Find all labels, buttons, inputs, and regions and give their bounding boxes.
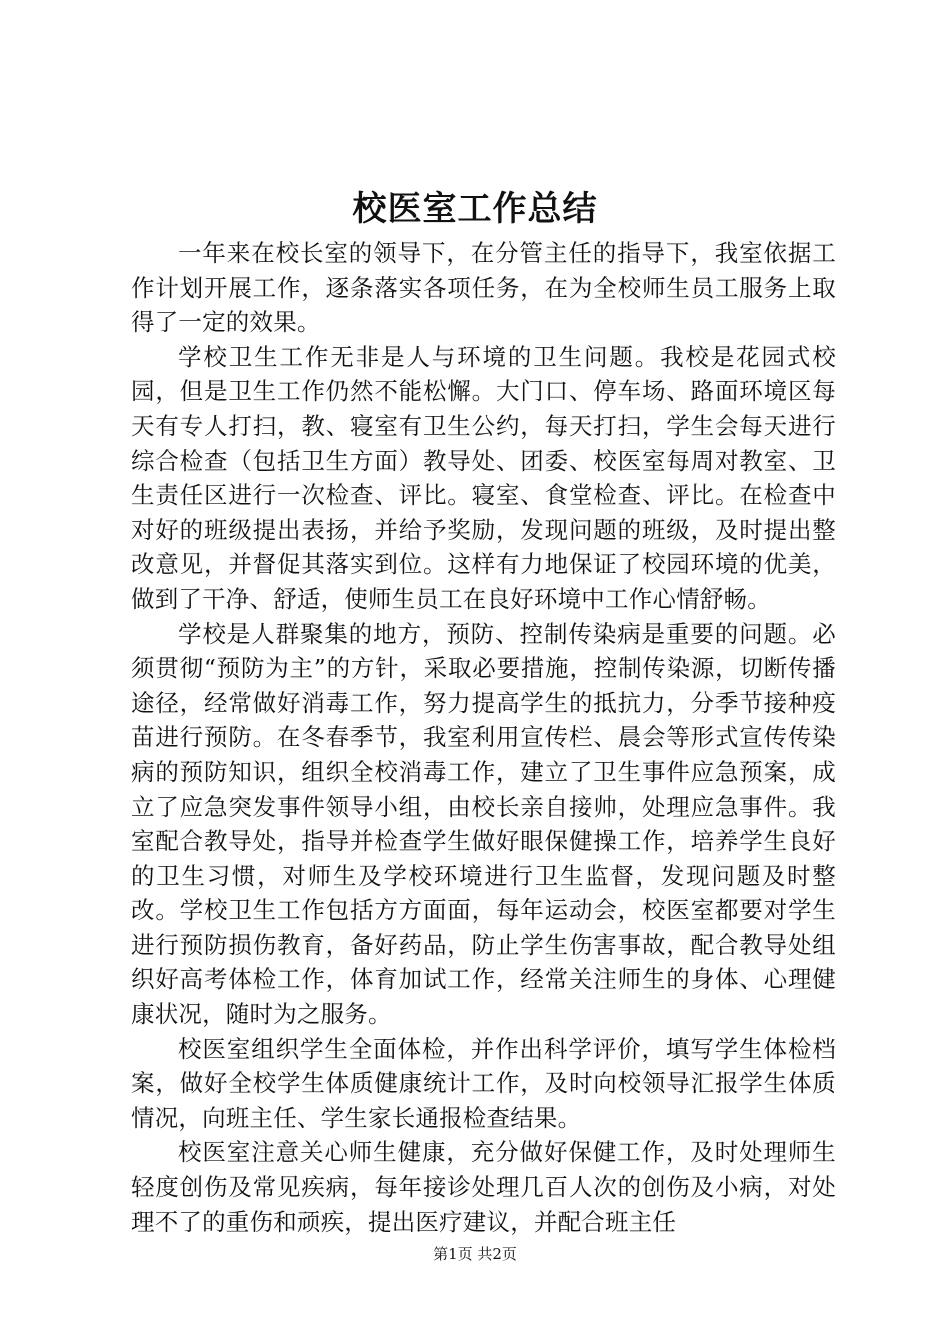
page-number-footer: 第1页 共2页 [433,1245,517,1263]
document-title: 校医室工作总结 [352,189,598,229]
paragraph: 校医室注意关心师生健康，充分做好保健工作，及时处理师生轻度创伤及常见疾病，每年接诊处理几百人次的创伤及小病，对处理不了的重伤和顽疾，提出医疗建议，并配合班主任 [131,1138,836,1236]
paragraph: 校医室组织学生全面体检，并作出科学评价，填写学生体检档案，做好全校学生体质健康统计工作，及时向校领导汇报学生体质情况，向班主任、学生家长通报检查结果。 [131,1034,836,1132]
document-body [131,236,836,1239]
paragraph: 学校是人群聚集的地方，预防、控制传染病是重要的问题。必须贯彻“预防为主”的方针，采取必要措施，控制传染源，切断传播途径，经常做好消毒工作，努力提高学生的抵抗力，分季节接种疫苗进行预防。在冬春季节，我室利用宣传栏、晨会等形式宣传传染病的预防知识，组织全校消毒工作，建立了卫生事件应急预案，成立了应急突发事件领导小组，由校长亲自接帅，处理应急事件。我室配合教导处，指导并检查学生做好眼保健操工作，培养学生良好的卫生习惯，对师生及学校环境进行卫生监督，发现问题及时整改。学校卫生工作包括方方面面，每年运动会，校医室都要对学生进行预防损伤教育，备好药品，防止学生伤害事故，配合教导处组织好高考体检工作，体育加试工作，经常关注师生的身体、心理健康状况，随时为之服务。 [131,619,836,1029]
paragraph: 学校卫生工作无非是人与环境的卫生问题。我校是花园式校园，但是卫生工作仍然不能松懈。大门口、停车场、路面环境区每天有专人打扫，教、寝室有卫生公约，每天打扫，学生会每天进行综合检查（包括卫生方面）教导处、团委、校医室每周对教室、卫生责任区进行一次检查、评比。寝室、食堂检查、评比。在检查中对好的班级提出表扬，并给予奖励，发现问题的班级，及时提出整改意见，并督促其落实到位。这样有力地保证了校园环境的优美，做到了干净、舒适，使师生员工在良好环境中工作心情舒畅。 [131,342,836,613]
paragraph: 一年来在校长室的领导下，在分管主任的指导下，我室依据工作计划开展工作，逐条落实各项任务，在为全校师生员工服务上取得了一定的效果。 [131,239,836,337]
